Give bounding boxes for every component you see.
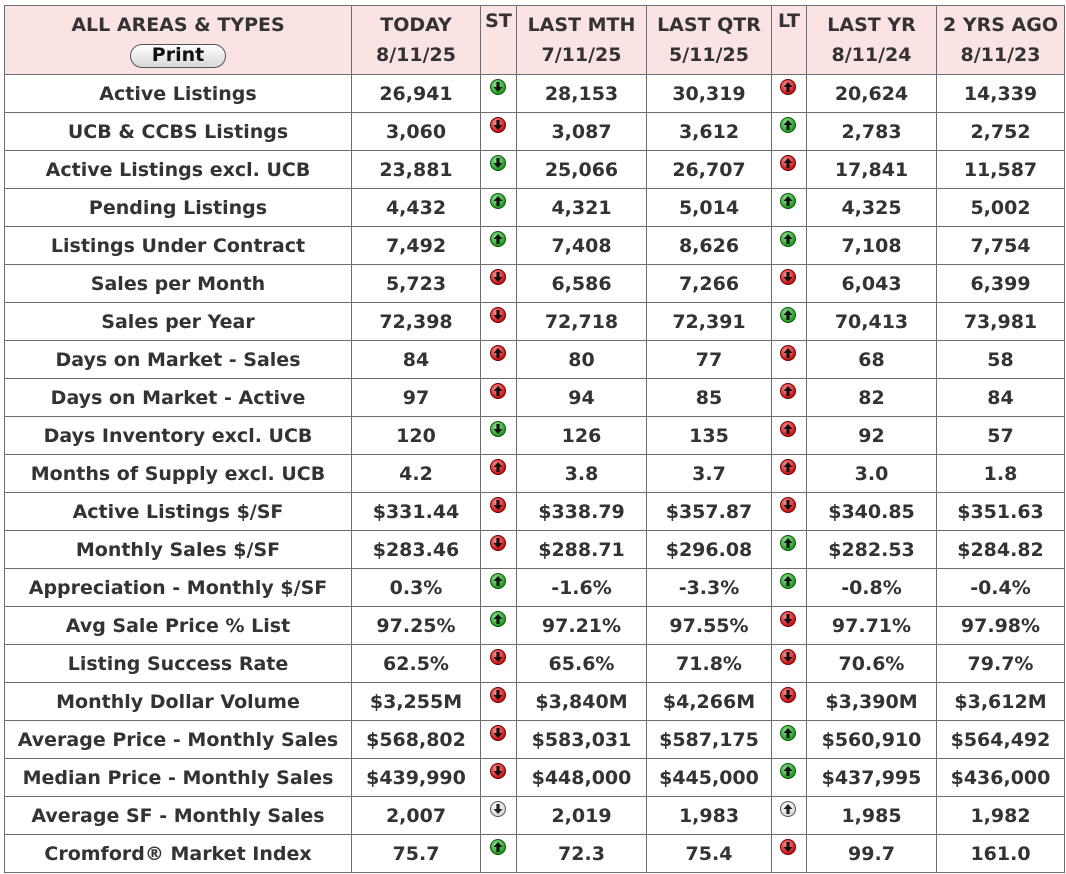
today-value: $439,990 [352, 759, 481, 797]
last-yr-value: 97.71% [807, 607, 937, 645]
two-yrs-value: 57 [937, 417, 1065, 455]
header-last-yr [807, 6, 937, 75]
last-mth-value: 80 [517, 341, 647, 379]
row-label: Median Price - Monthly Sales [5, 759, 352, 797]
today-value: 97 [352, 379, 481, 417]
row-label: Monthly Sales $/SF [5, 531, 352, 569]
last-qtr-value: 1,983 [647, 797, 772, 835]
table-row [5, 645, 1065, 683]
today-value: 3,060 [352, 113, 481, 151]
last-qtr-value: 5,014 [647, 189, 772, 227]
today-value: 4,432 [352, 189, 481, 227]
last-mth-value: 2,019 [517, 797, 647, 835]
arrow-down-red-icon [780, 839, 796, 855]
table-row [5, 189, 1065, 227]
arrow-down-red-icon [780, 687, 796, 703]
table-row [5, 683, 1065, 721]
st-indicator-cell [481, 227, 517, 265]
lt-label: LT [778, 10, 800, 32]
last-qtr-date: 5/11/25 [669, 44, 749, 66]
last-qtr-value: 26,707 [647, 151, 772, 189]
arrow-up-red-icon [490, 383, 506, 399]
arrow-up-green-icon [490, 839, 506, 855]
last-mth-value: 6,586 [517, 265, 647, 303]
st-indicator-cell [481, 569, 517, 607]
last-mth-date: 7/11/25 [541, 44, 622, 66]
last-mth-value: $448,000 [517, 759, 647, 797]
st-indicator-cell [481, 75, 517, 113]
two-yrs-value: 6,399 [937, 265, 1065, 303]
header-two-yrs [937, 6, 1065, 75]
table-row [5, 835, 1065, 873]
last-mth-value: 97.21% [517, 607, 647, 645]
lt-indicator-cell [772, 569, 807, 607]
last-qtr-value: 3.7 [647, 455, 772, 493]
last-yr-value: 70,413 [807, 303, 937, 341]
lt-indicator-cell [772, 721, 807, 759]
arrow-up-green-icon [780, 117, 796, 133]
row-label: Days on Market - Sales [5, 341, 352, 379]
arrow-down-red-icon [490, 687, 506, 703]
two-yrs-value: 79.7% [937, 645, 1065, 683]
last-qtr-value: $357.87 [647, 493, 772, 531]
last-qtr-value: -3.3% [647, 569, 772, 607]
row-label: Days on Market - Active [5, 379, 352, 417]
row-label: Cromford® Market Index [5, 835, 352, 873]
two-yrs-value: $351.63 [937, 493, 1065, 531]
print-button[interactable]: Print [130, 44, 226, 68]
arrow-down-red-icon [490, 497, 506, 513]
arrow-down-red-icon [490, 535, 506, 551]
lt-indicator-cell [772, 759, 807, 797]
arrow-down-red-icon [780, 611, 796, 627]
header-last-mth [517, 6, 647, 75]
row-label: Months of Supply excl. UCB [5, 455, 352, 493]
arrow-up-red-icon [780, 345, 796, 361]
arrow-up-red-icon [780, 459, 796, 475]
row-label: Active Listings $/SF [5, 493, 352, 531]
last-mth-label: LAST MTH [527, 14, 636, 36]
arrow-up-green-icon [490, 611, 506, 627]
table-row [5, 341, 1065, 379]
arrow-up-red-icon [780, 79, 796, 95]
last-yr-value: 68 [807, 341, 937, 379]
area-title: ALL AREAS & TYPES [71, 14, 285, 36]
table-row [5, 607, 1065, 645]
table-row [5, 151, 1065, 189]
today-value: 0.3% [352, 569, 481, 607]
lt-indicator-cell [772, 417, 807, 455]
today-value: 2,007 [352, 797, 481, 835]
table-row [5, 797, 1065, 835]
today-date: 8/11/25 [376, 44, 456, 66]
today-value: 23,881 [352, 151, 481, 189]
st-indicator-cell [481, 455, 517, 493]
header-st [481, 6, 517, 75]
last-mth-value: $338.79 [517, 493, 647, 531]
st-label: ST [485, 10, 512, 32]
last-yr-value: 20,624 [807, 75, 937, 113]
last-yr-value: $282.53 [807, 531, 937, 569]
row-label: Active Listings [5, 75, 352, 113]
last-mth-value: 72.3 [517, 835, 647, 873]
arrow-down-green-icon [490, 79, 506, 95]
last-mth-value: 25,066 [517, 151, 647, 189]
last-mth-value: 126 [517, 417, 647, 455]
last-yr-value: 1,985 [807, 797, 937, 835]
last-yr-value: 17,841 [807, 151, 937, 189]
lt-indicator-cell [772, 75, 807, 113]
lt-indicator-cell [772, 265, 807, 303]
last-yr-value: $3,390M [807, 683, 937, 721]
today-value: 97.25% [352, 607, 481, 645]
last-qtr-value: $296.08 [647, 531, 772, 569]
arrow-up-green-icon [490, 231, 506, 247]
two-yrs-value: $436,000 [937, 759, 1065, 797]
table-body [5, 75, 1065, 873]
lt-indicator-cell [772, 607, 807, 645]
last-qtr-value: 8,626 [647, 227, 772, 265]
two-yrs-value: 97.98% [937, 607, 1065, 645]
last-mth-value: 94 [517, 379, 647, 417]
last-qtr-value: 85 [647, 379, 772, 417]
st-indicator-cell [481, 303, 517, 341]
today-value: $3,255M [352, 683, 481, 721]
today-value: $331.44 [352, 493, 481, 531]
two-yrs-value: $3,612M [937, 683, 1065, 721]
two-yrs-value: 1,982 [937, 797, 1065, 835]
today-value: 4.2 [352, 455, 481, 493]
last-mth-value: -1.6% [517, 569, 647, 607]
last-yr-value: 70.6% [807, 645, 937, 683]
arrow-up-green-icon [780, 725, 796, 741]
today-value: 84 [352, 341, 481, 379]
table-row [5, 303, 1065, 341]
last-qtr-value: $4,266M [647, 683, 772, 721]
row-label: Listing Success Rate [5, 645, 352, 683]
today-value: 75.7 [352, 835, 481, 873]
st-indicator-cell [481, 835, 517, 873]
last-yr-value: 3.0 [807, 455, 937, 493]
arrow-down-red-icon [780, 649, 796, 665]
st-indicator-cell [481, 645, 517, 683]
arrow-down-red-icon [490, 307, 506, 323]
row-label: Sales per Year [5, 303, 352, 341]
arrow-up-green-icon [780, 573, 796, 589]
arrow-down-red-icon [490, 763, 506, 779]
table-row [5, 455, 1065, 493]
row-label: Listings Under Contract [5, 227, 352, 265]
arrow-down-green-icon [490, 155, 506, 171]
arrow-up-green-icon [780, 763, 796, 779]
last-yr-value: 2,783 [807, 113, 937, 151]
arrow-up-green-icon [780, 193, 796, 209]
table-header-row [5, 6, 1065, 75]
market-stats-table [4, 5, 1065, 873]
last-yr-value: 92 [807, 417, 937, 455]
arrow-down-red-icon [490, 649, 506, 665]
row-label: UCB & CCBS Listings [5, 113, 352, 151]
last-qtr-value: $587,175 [647, 721, 772, 759]
table-row [5, 493, 1065, 531]
two-yrs-value: 58 [937, 341, 1065, 379]
arrow-up-red-icon [780, 383, 796, 399]
table-row [5, 113, 1065, 151]
table-row [5, 759, 1065, 797]
header-today [352, 6, 481, 75]
today-label: TODAY [380, 14, 452, 36]
row-label: Appreciation - Monthly $/SF [5, 569, 352, 607]
arrow-up-red-icon [780, 155, 796, 171]
lt-indicator-cell [772, 531, 807, 569]
st-indicator-cell [481, 417, 517, 455]
last-yr-value: -0.8% [807, 569, 937, 607]
last-yr-date: 8/11/24 [831, 44, 912, 66]
st-indicator-cell [481, 379, 517, 417]
today-value: 26,941 [352, 75, 481, 113]
last-qtr-value: 7,266 [647, 265, 772, 303]
two-yrs-value: $564,492 [937, 721, 1065, 759]
arrow-down-red-icon [780, 497, 796, 513]
st-indicator-cell [481, 341, 517, 379]
row-label: Monthly Dollar Volume [5, 683, 352, 721]
last-qtr-value: 97.55% [647, 607, 772, 645]
st-indicator-cell [481, 683, 517, 721]
table-row [5, 265, 1065, 303]
lt-indicator-cell [772, 151, 807, 189]
last-mth-value: 4,321 [517, 189, 647, 227]
last-mth-value: 65.6% [517, 645, 647, 683]
last-yr-value: $560,910 [807, 721, 937, 759]
last-qtr-value: 72,391 [647, 303, 772, 341]
header-last-qtr [647, 6, 772, 75]
st-indicator-cell [481, 531, 517, 569]
last-qtr-value: 71.8% [647, 645, 772, 683]
last-qtr-value: 135 [647, 417, 772, 455]
arrow-up-white-icon [780, 801, 796, 817]
today-value: 7,492 [352, 227, 481, 265]
last-yr-value: 99.7 [807, 835, 937, 873]
today-value: $283.46 [352, 531, 481, 569]
today-value: 120 [352, 417, 481, 455]
two-yrs-value: 11,587 [937, 151, 1065, 189]
lt-indicator-cell [772, 835, 807, 873]
today-value: 5,723 [352, 265, 481, 303]
two-yrs-value: 73,981 [937, 303, 1065, 341]
st-indicator-cell [481, 759, 517, 797]
header-lt [772, 6, 807, 75]
last-yr-value: $340.85 [807, 493, 937, 531]
last-yr-label: LAST YR [827, 14, 916, 36]
last-qtr-value: 30,319 [647, 75, 772, 113]
arrow-up-red-icon [490, 459, 506, 475]
two-yrs-value: 2,752 [937, 113, 1065, 151]
two-yrs-value: 7,754 [937, 227, 1065, 265]
st-indicator-cell [481, 493, 517, 531]
arrow-down-green-icon [490, 421, 506, 437]
table-row [5, 721, 1065, 759]
last-mth-value: $288.71 [517, 531, 647, 569]
last-qtr-value: $445,000 [647, 759, 772, 797]
st-indicator-cell [481, 189, 517, 227]
table-row [5, 531, 1065, 569]
lt-indicator-cell [772, 797, 807, 835]
last-yr-value: 7,108 [807, 227, 937, 265]
lt-indicator-cell [772, 227, 807, 265]
last-qtr-value: 3,612 [647, 113, 772, 151]
last-yr-value: 4,325 [807, 189, 937, 227]
row-label: Average SF - Monthly Sales [5, 797, 352, 835]
last-yr-value: 82 [807, 379, 937, 417]
two-yrs-value: 1.8 [937, 455, 1065, 493]
last-mth-value: 3,087 [517, 113, 647, 151]
two-yrs-value: 5,002 [937, 189, 1065, 227]
last-yr-value: $437,995 [807, 759, 937, 797]
st-indicator-cell [481, 721, 517, 759]
arrow-up-green-icon [490, 193, 506, 209]
arrow-down-red-icon [490, 725, 506, 741]
today-value: 62.5% [352, 645, 481, 683]
st-indicator-cell [481, 113, 517, 151]
last-mth-value: 72,718 [517, 303, 647, 341]
row-label: Pending Listings [5, 189, 352, 227]
st-indicator-cell [481, 797, 517, 835]
today-value: $568,802 [352, 721, 481, 759]
row-label: Days Inventory excl. UCB [5, 417, 352, 455]
table-row [5, 569, 1065, 607]
table-row [5, 75, 1065, 113]
two-yrs-value: 161.0 [937, 835, 1065, 873]
lt-indicator-cell [772, 493, 807, 531]
lt-indicator-cell [772, 683, 807, 721]
arrow-up-green-icon [780, 535, 796, 551]
st-indicator-cell [481, 607, 517, 645]
arrow-up-red-icon [780, 421, 796, 437]
arrow-up-green-icon [780, 307, 796, 323]
two-yrs-value: $284.82 [937, 531, 1065, 569]
arrow-down-red-icon [780, 269, 796, 285]
lt-indicator-cell [772, 455, 807, 493]
lt-indicator-cell [772, 303, 807, 341]
arrow-down-white-icon [490, 801, 506, 817]
last-mth-value: 7,408 [517, 227, 647, 265]
last-mth-value: $3,840M [517, 683, 647, 721]
row-label: Active Listings excl. UCB [5, 151, 352, 189]
header-area [5, 6, 352, 75]
lt-indicator-cell [772, 645, 807, 683]
arrow-down-red-icon [490, 269, 506, 285]
st-indicator-cell [481, 265, 517, 303]
two-yrs-value: 14,339 [937, 75, 1065, 113]
last-qtr-value: 75.4 [647, 835, 772, 873]
row-label: Sales per Month [5, 265, 352, 303]
two-yrs-date: 8/11/23 [960, 44, 1041, 66]
last-mth-value: $583,031 [517, 721, 647, 759]
st-indicator-cell [481, 151, 517, 189]
lt-indicator-cell [772, 189, 807, 227]
two-yrs-value: 84 [937, 379, 1065, 417]
arrow-down-red-icon [490, 117, 506, 133]
last-yr-value: 6,043 [807, 265, 937, 303]
arrow-up-green-icon [490, 573, 506, 589]
table-row [5, 379, 1065, 417]
last-qtr-value: 77 [647, 341, 772, 379]
two-yrs-label: 2 YRS AGO [943, 14, 1058, 36]
lt-indicator-cell [772, 113, 807, 151]
last-mth-value: 3.8 [517, 455, 647, 493]
arrow-up-red-icon [490, 345, 506, 361]
table-row [5, 417, 1065, 455]
row-label: Avg Sale Price % List [5, 607, 352, 645]
last-mth-value: 28,153 [517, 75, 647, 113]
lt-indicator-cell [772, 341, 807, 379]
two-yrs-value: -0.4% [937, 569, 1065, 607]
lt-indicator-cell [772, 379, 807, 417]
last-qtr-label: LAST QTR [657, 14, 761, 36]
table-row [5, 227, 1065, 265]
today-value: 72,398 [352, 303, 481, 341]
row-label: Average Price - Monthly Sales [5, 721, 352, 759]
arrow-up-green-icon [780, 231, 796, 247]
